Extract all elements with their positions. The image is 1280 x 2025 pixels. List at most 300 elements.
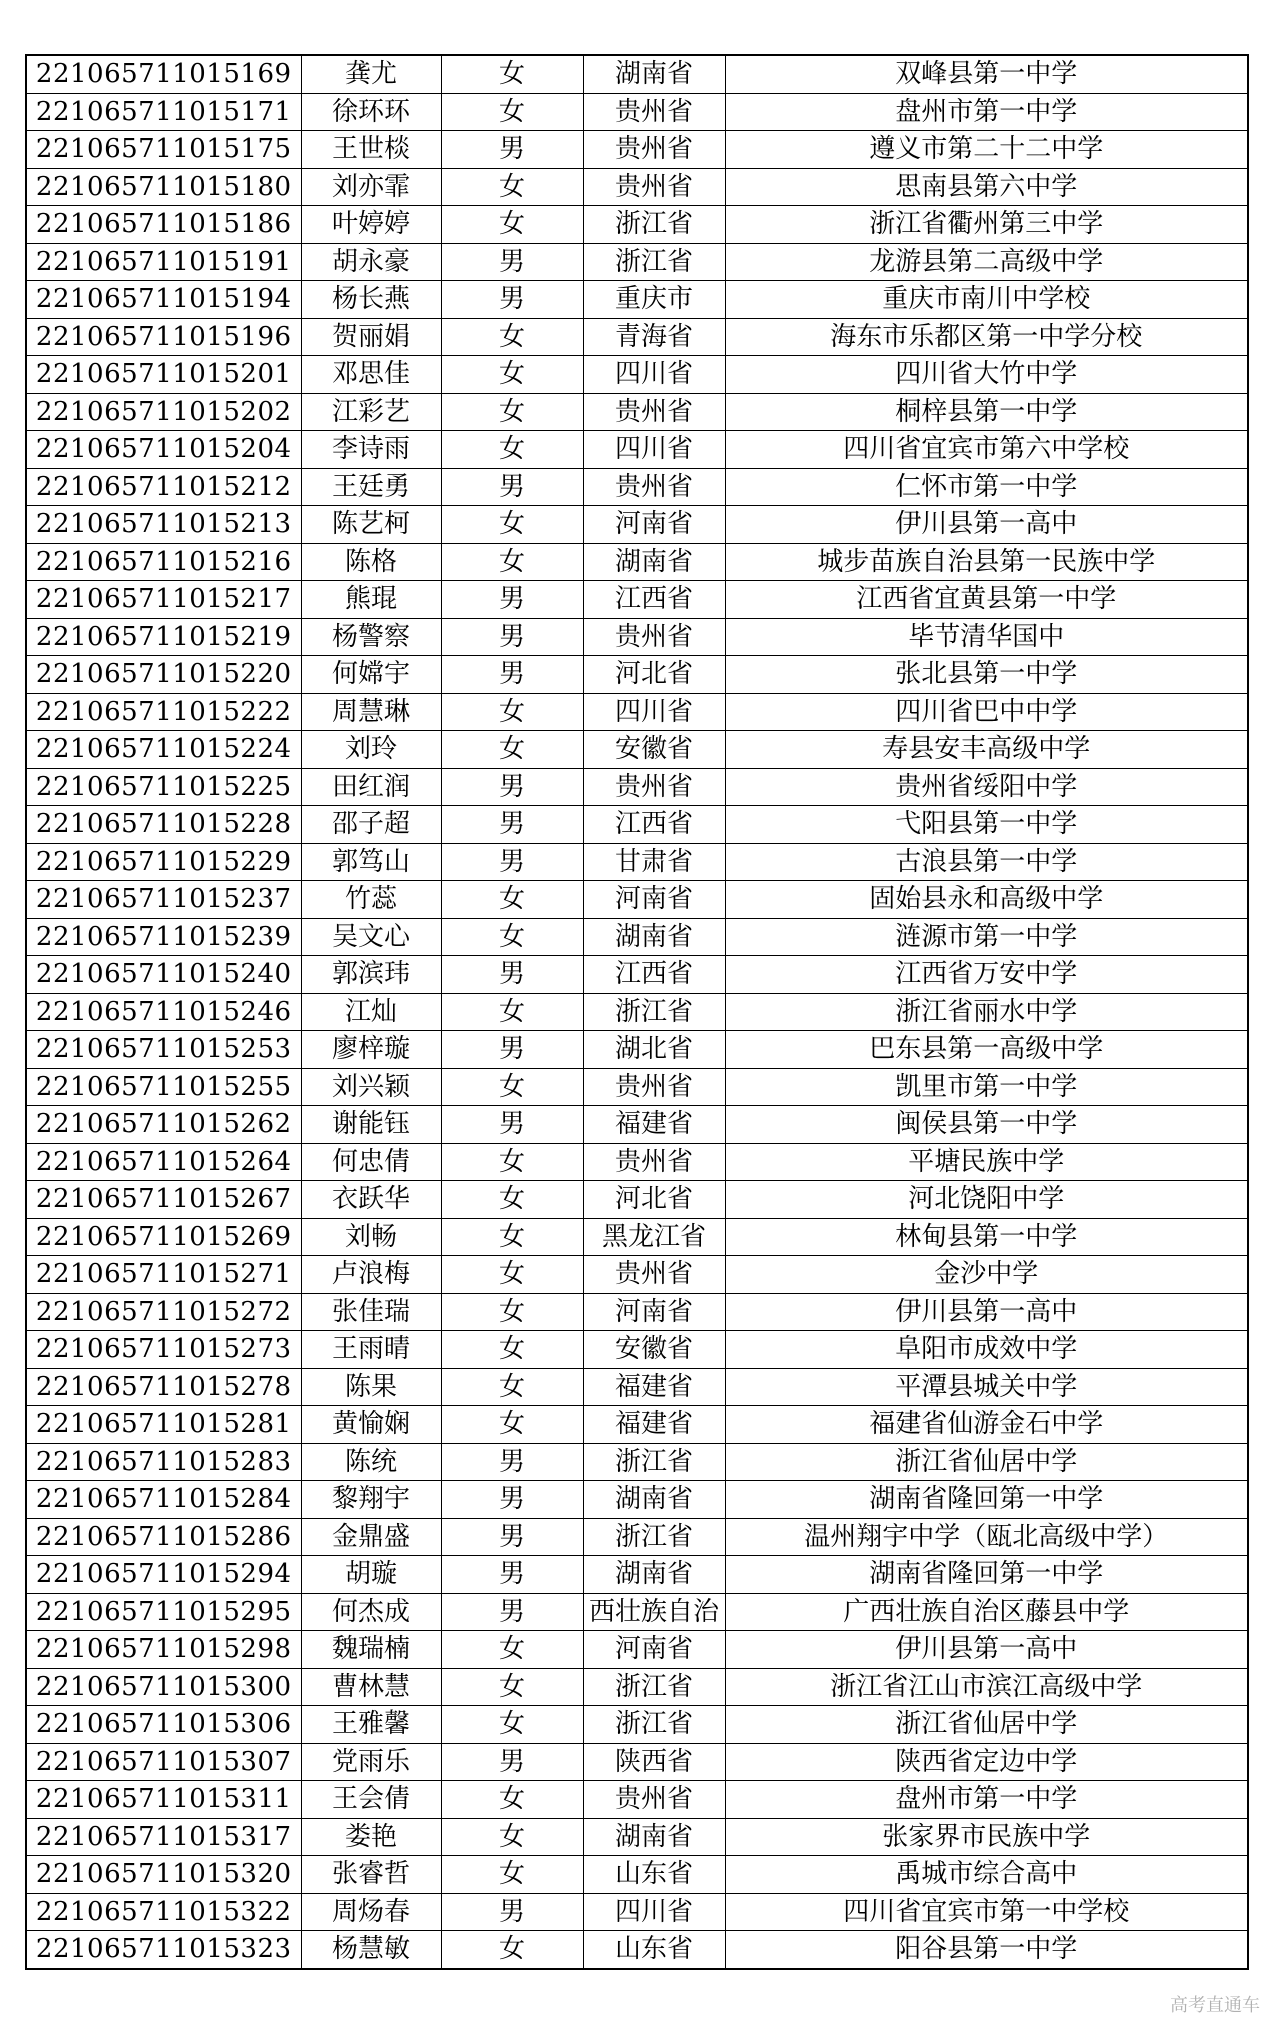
exam-id-cell: 221065711015175 (26, 131, 301, 169)
exam-id-cell: 221065711015273 (26, 1331, 301, 1369)
exam-id-cell: 221065711015186 (26, 206, 301, 244)
name-cell: 黎翔宇 (301, 1481, 441, 1519)
exam-id-cell: 221065711015169 (26, 55, 301, 93)
exam-id-cell: 221065711015196 (26, 318, 301, 356)
table-row (26, 543, 1248, 581)
province-cell: 福建省 (583, 1406, 725, 1444)
gender-cell: 男 (441, 1556, 583, 1594)
name-cell: 陈格 (301, 543, 441, 581)
table-row (26, 1743, 1248, 1781)
school-cell: 四川省宜宾市第一中学校 (725, 1893, 1248, 1931)
gender-cell: 女 (441, 1143, 583, 1181)
table-row (26, 318, 1248, 356)
school-cell: 海东市乐都区第一中学分校 (725, 318, 1248, 356)
school-cell: 浙江省仙居中学 (725, 1706, 1248, 1744)
exam-id-cell: 221065711015202 (26, 393, 301, 431)
gender-cell: 女 (441, 1818, 583, 1856)
table-row (26, 1668, 1248, 1706)
school-cell: 金沙中学 (725, 1256, 1248, 1294)
table-row (26, 1068, 1248, 1106)
exam-id-cell: 221065711015278 (26, 1368, 301, 1406)
school-cell: 伊川县第一高中 (725, 1293, 1248, 1331)
name-cell: 杨慧敏 (301, 1931, 441, 1969)
exam-id-cell: 221065711015298 (26, 1631, 301, 1669)
school-cell: 浙江省江山市滨江高级中学 (725, 1668, 1248, 1706)
exam-id-cell: 221065711015283 (26, 1443, 301, 1481)
gender-cell: 女 (441, 1856, 583, 1894)
province-cell: 江西省 (583, 956, 725, 994)
province-cell: 河南省 (583, 881, 725, 919)
table-row (26, 731, 1248, 769)
province-cell: 湖南省 (583, 1556, 725, 1594)
gender-cell: 男 (441, 1518, 583, 1556)
province-cell: 河南省 (583, 1631, 725, 1669)
exam-id-cell: 221065711015255 (26, 1068, 301, 1106)
name-cell: 周慧琳 (301, 693, 441, 731)
exam-id-cell: 221065711015225 (26, 768, 301, 806)
gender-cell: 女 (441, 356, 583, 394)
gender-cell: 女 (441, 93, 583, 131)
exam-id-cell: 221065711015284 (26, 1481, 301, 1519)
school-cell: 闽侯县第一中学 (725, 1106, 1248, 1144)
table-row (26, 1893, 1248, 1931)
name-cell: 王雅馨 (301, 1706, 441, 1744)
exam-id-cell: 221065711015220 (26, 656, 301, 694)
table-row (26, 881, 1248, 919)
table-row (26, 618, 1248, 656)
table-row (26, 468, 1248, 506)
exam-id-cell: 221065711015311 (26, 1781, 301, 1819)
name-cell: 李诗雨 (301, 431, 441, 469)
name-cell: 江灿 (301, 993, 441, 1031)
gender-cell: 女 (441, 506, 583, 544)
school-cell: 浙江省丽水中学 (725, 993, 1248, 1031)
exam-id-cell: 221065711015306 (26, 1706, 301, 1744)
school-cell: 思南县第六中学 (725, 168, 1248, 206)
province-cell: 贵州省 (583, 168, 725, 206)
province-cell: 四川省 (583, 1893, 725, 1931)
gender-cell: 女 (441, 993, 583, 1031)
exam-id-cell: 221065711015224 (26, 731, 301, 769)
name-cell: 曹林慧 (301, 1668, 441, 1706)
exam-id-cell: 221065711015320 (26, 1856, 301, 1894)
province-cell: 黑龙江省 (583, 1218, 725, 1256)
table-row (26, 768, 1248, 806)
province-cell: 西壮族自治 (583, 1593, 725, 1631)
gender-cell: 女 (441, 881, 583, 919)
school-cell: 四川省大竹中学 (725, 356, 1248, 394)
province-cell: 河北省 (583, 656, 725, 694)
gender-cell: 男 (441, 956, 583, 994)
exam-id-cell: 221065711015171 (26, 93, 301, 131)
table-row (26, 393, 1248, 431)
name-cell: 周炀春 (301, 1893, 441, 1931)
name-cell: 竹蕊 (301, 881, 441, 919)
name-cell: 王世棪 (301, 131, 441, 169)
table-row (26, 1631, 1248, 1669)
name-cell: 郭滨玮 (301, 956, 441, 994)
province-cell: 河北省 (583, 1181, 725, 1219)
province-cell: 贵州省 (583, 468, 725, 506)
student-list-table (25, 54, 1249, 1970)
school-cell: 湖南省隆回第一中学 (725, 1556, 1248, 1594)
school-cell: 古浪县第一中学 (725, 843, 1248, 881)
exam-id-cell: 221065711015216 (26, 543, 301, 581)
province-cell: 贵州省 (583, 393, 725, 431)
gender-cell: 女 (441, 543, 583, 581)
province-cell: 陕西省 (583, 1743, 725, 1781)
province-cell: 四川省 (583, 693, 725, 731)
exam-id-cell: 221065711015262 (26, 1106, 301, 1144)
province-cell: 江西省 (583, 581, 725, 619)
province-cell: 贵州省 (583, 1781, 725, 1819)
province-cell: 浙江省 (583, 243, 725, 281)
name-cell: 何忠倩 (301, 1143, 441, 1181)
gender-cell: 女 (441, 1781, 583, 1819)
table-row (26, 1368, 1248, 1406)
school-cell: 仁怀市第一中学 (725, 468, 1248, 506)
school-cell: 遵义市第二十二中学 (725, 131, 1248, 169)
name-cell: 杨长燕 (301, 281, 441, 319)
school-cell: 浙江省仙居中学 (725, 1443, 1248, 1481)
province-cell: 浙江省 (583, 1518, 725, 1556)
gender-cell: 男 (441, 581, 583, 619)
gender-cell: 女 (441, 393, 583, 431)
table-row (26, 243, 1248, 281)
exam-id-cell: 221065711015240 (26, 956, 301, 994)
table-row (26, 1293, 1248, 1331)
gender-cell: 女 (441, 1706, 583, 1744)
province-cell: 安徽省 (583, 731, 725, 769)
exam-id-cell: 221065711015229 (26, 843, 301, 881)
exam-id-cell: 221065711015272 (26, 1293, 301, 1331)
school-cell: 平潭县城关中学 (725, 1368, 1248, 1406)
table-row (26, 168, 1248, 206)
table-row (26, 1031, 1248, 1069)
province-cell: 湖北省 (583, 1031, 725, 1069)
school-cell: 盘州市第一中学 (725, 1781, 1248, 1819)
school-cell: 江西省宜黄县第一中学 (725, 581, 1248, 619)
exam-id-cell: 221065711015191 (26, 243, 301, 281)
school-cell: 龙游县第二高级中学 (725, 243, 1248, 281)
province-cell: 青海省 (583, 318, 725, 356)
table-row (26, 1406, 1248, 1444)
gender-cell: 男 (441, 468, 583, 506)
table-row (26, 206, 1248, 244)
table-row (26, 93, 1248, 131)
table-body (26, 55, 1248, 1969)
gender-cell: 女 (441, 1668, 583, 1706)
province-cell: 贵州省 (583, 131, 725, 169)
exam-id-cell: 221065711015217 (26, 581, 301, 619)
name-cell: 邵子超 (301, 806, 441, 844)
school-cell: 张北县第一中学 (725, 656, 1248, 694)
gender-cell: 女 (441, 1218, 583, 1256)
school-cell: 涟源市第一中学 (725, 918, 1248, 956)
name-cell: 王廷勇 (301, 468, 441, 506)
name-cell: 邓思佳 (301, 356, 441, 394)
exam-id-cell: 221065711015219 (26, 618, 301, 656)
province-cell: 山东省 (583, 1931, 725, 1969)
gender-cell: 女 (441, 1931, 583, 1969)
name-cell: 衣跃华 (301, 1181, 441, 1219)
exam-id-cell: 221065711015239 (26, 918, 301, 956)
gender-cell: 女 (441, 1181, 583, 1219)
table-row (26, 281, 1248, 319)
name-cell: 廖梓璇 (301, 1031, 441, 1069)
name-cell: 郭笃山 (301, 843, 441, 881)
exam-id-cell: 221065711015237 (26, 881, 301, 919)
name-cell: 陈果 (301, 1368, 441, 1406)
gender-cell: 男 (441, 768, 583, 806)
name-cell: 娄艳 (301, 1818, 441, 1856)
province-cell: 福建省 (583, 1106, 725, 1144)
province-cell: 湖南省 (583, 918, 725, 956)
gender-cell: 女 (441, 1068, 583, 1106)
school-cell: 阜阳市成效中学 (725, 1331, 1248, 1369)
school-cell: 温州翔宇中学（瓯北高级中学） (725, 1518, 1248, 1556)
gender-cell: 男 (441, 1593, 583, 1631)
gender-cell: 男 (441, 806, 583, 844)
exam-id-cell: 221065711015322 (26, 1893, 301, 1931)
table-row (26, 693, 1248, 731)
gender-cell: 女 (441, 55, 583, 93)
gender-cell: 男 (441, 843, 583, 881)
school-cell: 阳谷县第一中学 (725, 1931, 1248, 1969)
province-cell: 浙江省 (583, 1443, 725, 1481)
gender-cell: 女 (441, 1256, 583, 1294)
school-cell: 毕节清华国中 (725, 618, 1248, 656)
school-cell: 贵州省绥阳中学 (725, 768, 1248, 806)
name-cell: 党雨乐 (301, 1743, 441, 1781)
exam-id-cell: 221065711015228 (26, 806, 301, 844)
table-row (26, 1781, 1248, 1819)
province-cell: 湖南省 (583, 1818, 725, 1856)
exam-id-cell: 221065711015267 (26, 1181, 301, 1219)
name-cell: 熊琨 (301, 581, 441, 619)
exam-id-cell: 221065711015269 (26, 1218, 301, 1256)
province-cell: 贵州省 (583, 768, 725, 806)
province-cell: 浙江省 (583, 993, 725, 1031)
school-cell: 寿县安丰高级中学 (725, 731, 1248, 769)
gender-cell: 男 (441, 1743, 583, 1781)
exam-id-cell: 221065711015253 (26, 1031, 301, 1069)
name-cell: 叶婷婷 (301, 206, 441, 244)
watermark-text: 高考直通车 (1170, 1995, 1260, 2016)
table-row (26, 1856, 1248, 1894)
province-cell: 贵州省 (583, 1143, 725, 1181)
table-row (26, 581, 1248, 619)
table-row (26, 1181, 1248, 1219)
table-row (26, 1818, 1248, 1856)
province-cell: 浙江省 (583, 1668, 725, 1706)
name-cell: 卢浪梅 (301, 1256, 441, 1294)
name-cell: 杨警察 (301, 618, 441, 656)
school-cell: 陕西省定边中学 (725, 1743, 1248, 1781)
exam-id-cell: 221065711015213 (26, 506, 301, 544)
table-row (26, 843, 1248, 881)
gender-cell: 女 (441, 1631, 583, 1669)
table-row (26, 431, 1248, 469)
gender-cell: 男 (441, 1443, 583, 1481)
school-cell: 张家界市民族中学 (725, 1818, 1248, 1856)
exam-id-cell: 221065711015286 (26, 1518, 301, 1556)
gender-cell: 女 (441, 206, 583, 244)
name-cell: 王雨晴 (301, 1331, 441, 1369)
school-cell: 四川省巴中中学 (725, 693, 1248, 731)
name-cell: 张佳瑞 (301, 1293, 441, 1331)
name-cell: 刘亦霏 (301, 168, 441, 206)
province-cell: 江西省 (583, 806, 725, 844)
gender-cell: 男 (441, 243, 583, 281)
province-cell: 贵州省 (583, 1256, 725, 1294)
table-row (26, 131, 1248, 169)
gender-cell: 女 (441, 1331, 583, 1369)
province-cell: 贵州省 (583, 93, 725, 131)
exam-id-cell: 221065711015295 (26, 1593, 301, 1631)
name-cell: 刘畅 (301, 1218, 441, 1256)
exam-id-cell: 221065711015294 (26, 1556, 301, 1594)
exam-id-cell: 221065711015264 (26, 1143, 301, 1181)
table-row (26, 1218, 1248, 1256)
table-row (26, 1143, 1248, 1181)
province-cell: 浙江省 (583, 1706, 725, 1744)
name-cell: 徐环环 (301, 93, 441, 131)
table-row (26, 1518, 1248, 1556)
province-cell: 湖南省 (583, 543, 725, 581)
exam-id-cell: 221065711015271 (26, 1256, 301, 1294)
gender-cell: 女 (441, 693, 583, 731)
school-cell: 四川省宜宾市第六中学校 (725, 431, 1248, 469)
table-row (26, 1331, 1248, 1369)
table-row (26, 55, 1248, 93)
table-row (26, 1706, 1248, 1744)
exam-id-cell: 221065711015317 (26, 1818, 301, 1856)
province-cell: 河南省 (583, 1293, 725, 1331)
school-cell: 伊川县第一高中 (725, 1631, 1248, 1669)
gender-cell: 女 (441, 1368, 583, 1406)
name-cell: 陈统 (301, 1443, 441, 1481)
province-cell: 河南省 (583, 506, 725, 544)
province-cell: 湖南省 (583, 1481, 725, 1519)
school-cell: 湖南省隆回第一中学 (725, 1481, 1248, 1519)
exam-id-cell: 221065711015222 (26, 693, 301, 731)
province-cell: 甘肃省 (583, 843, 725, 881)
school-cell: 林甸县第一中学 (725, 1218, 1248, 1256)
school-cell: 禹城市综合高中 (725, 1856, 1248, 1894)
gender-cell: 男 (441, 1106, 583, 1144)
name-cell: 张睿哲 (301, 1856, 441, 1894)
province-cell: 贵州省 (583, 618, 725, 656)
gender-cell: 男 (441, 1481, 583, 1519)
gender-cell: 男 (441, 131, 583, 169)
school-cell: 江西省万安中学 (725, 956, 1248, 994)
exam-id-cell: 221065711015246 (26, 993, 301, 1031)
name-cell: 陈艺柯 (301, 506, 441, 544)
name-cell: 田红润 (301, 768, 441, 806)
exam-id-cell: 221065711015307 (26, 1743, 301, 1781)
exam-id-cell: 221065711015201 (26, 356, 301, 394)
gender-cell: 男 (441, 1031, 583, 1069)
name-cell: 谢能钰 (301, 1106, 441, 1144)
exam-id-cell: 221065711015180 (26, 168, 301, 206)
exam-id-cell: 221065711015204 (26, 431, 301, 469)
table-row (26, 956, 1248, 994)
table-row (26, 918, 1248, 956)
name-cell: 何嫦宇 (301, 656, 441, 694)
name-cell: 江彩艺 (301, 393, 441, 431)
exam-id-cell: 221065711015212 (26, 468, 301, 506)
name-cell: 何杰成 (301, 1593, 441, 1631)
table-row (26, 993, 1248, 1031)
table-row (26, 1443, 1248, 1481)
province-cell: 福建省 (583, 1368, 725, 1406)
school-cell: 桐梓县第一中学 (725, 393, 1248, 431)
name-cell: 胡璇 (301, 1556, 441, 1594)
name-cell: 刘兴颖 (301, 1068, 441, 1106)
province-cell: 湖南省 (583, 55, 725, 93)
province-cell: 贵州省 (583, 1068, 725, 1106)
school-cell: 巴东县第一高级中学 (725, 1031, 1248, 1069)
gender-cell: 男 (441, 618, 583, 656)
school-cell: 双峰县第一中学 (725, 55, 1248, 93)
table-row (26, 506, 1248, 544)
exam-id-cell: 221065711015300 (26, 1668, 301, 1706)
gender-cell: 男 (441, 656, 583, 694)
gender-cell: 女 (441, 1293, 583, 1331)
table-row (26, 1106, 1248, 1144)
province-cell: 安徽省 (583, 1331, 725, 1369)
table-row (26, 356, 1248, 394)
gender-cell: 女 (441, 918, 583, 956)
province-cell: 浙江省 (583, 206, 725, 244)
school-cell: 弋阳县第一中学 (725, 806, 1248, 844)
name-cell: 王会倩 (301, 1781, 441, 1819)
name-cell: 胡永豪 (301, 243, 441, 281)
school-cell: 固始县永和高级中学 (725, 881, 1248, 919)
table-row (26, 1931, 1248, 1969)
table-row (26, 1256, 1248, 1294)
exam-id-cell: 221065711015281 (26, 1406, 301, 1444)
school-cell: 福建省仙游金石中学 (725, 1406, 1248, 1444)
school-cell: 重庆市南川中学校 (725, 281, 1248, 319)
province-cell: 四川省 (583, 431, 725, 469)
school-cell: 盘州市第一中学 (725, 93, 1248, 131)
school-cell: 凯里市第一中学 (725, 1068, 1248, 1106)
table-row (26, 1593, 1248, 1631)
gender-cell: 女 (441, 318, 583, 356)
province-cell: 四川省 (583, 356, 725, 394)
exam-id-cell: 221065711015194 (26, 281, 301, 319)
province-cell: 山东省 (583, 1856, 725, 1894)
school-cell: 伊川县第一高中 (725, 506, 1248, 544)
table-row (26, 1556, 1248, 1594)
table-row (26, 1481, 1248, 1519)
school-cell: 浙江省衢州第三中学 (725, 206, 1248, 244)
name-cell: 黄愉娴 (301, 1406, 441, 1444)
name-cell: 龚尤 (301, 55, 441, 93)
school-cell: 河北饶阳中学 (725, 1181, 1248, 1219)
gender-cell: 女 (441, 168, 583, 206)
exam-id-cell: 221065711015323 (26, 1931, 301, 1969)
name-cell: 魏瑞楠 (301, 1631, 441, 1669)
school-cell: 广西壮族自治区藤县中学 (725, 1593, 1248, 1631)
table-row (26, 806, 1248, 844)
name-cell: 贺丽娟 (301, 318, 441, 356)
name-cell: 金鼎盛 (301, 1518, 441, 1556)
gender-cell: 男 (441, 1893, 583, 1931)
school-cell: 平塘民族中学 (725, 1143, 1248, 1181)
